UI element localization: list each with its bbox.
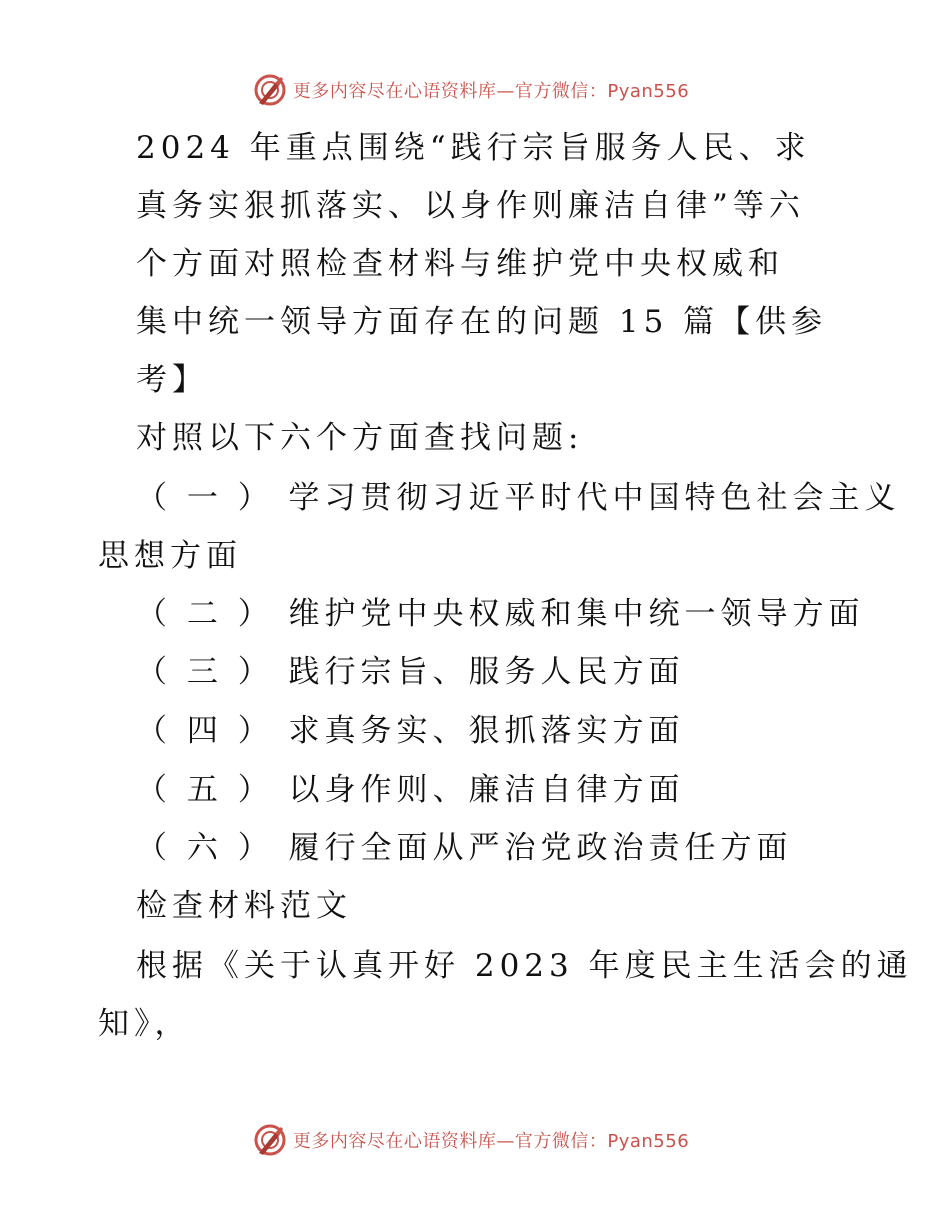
list-item-4: （ 四 ） 求真务实、狠抓落实方面 [136, 713, 685, 749]
list-item-5: （ 五 ） 以身作则、廉洁自律方面 [136, 772, 685, 808]
title-line-5: 考】 [136, 362, 208, 398]
watermark-text: 更多内容尽在心语资料库—官方微信：Pyan556 [292, 1131, 690, 1152]
body-line-1: 根据《关于认真开好 2023 年度民主生活会的通 [136, 948, 913, 984]
header-watermark [0, 70, 950, 110]
footer-watermark [0, 1120, 950, 1160]
body-line-2: 知》， [98, 1006, 191, 1042]
title-line-2: 真务实狠抓落实、以身作则廉洁自律”等六 [136, 188, 805, 224]
list-item-3: （ 三 ） 践行宗旨、服务人民方面 [136, 654, 685, 690]
list-item-6: （ 六 ） 履行全面从严治党政治责任方面 [136, 830, 793, 866]
pen-logo-icon [253, 73, 287, 107]
title-line-3: 个方面对照检查材料与维护党中央权威和 [136, 246, 784, 282]
intro-text: 对照以下六个方面查找问题: [136, 420, 584, 456]
watermark-text: 更多内容尽在心语资料库—官方微信：Pyan556 [292, 81, 690, 102]
list-item-1: （ 一 ） 学习贯彻习近平时代中国特色社会主义 [136, 480, 901, 516]
list-item-2: （ 二 ） 维护党中央权威和集中统一领导方面 [136, 596, 865, 632]
section-heading: 检查材料范文 [136, 888, 352, 924]
title-line-1: 2024 年重点围绕“践行宗旨服务人民、求 [136, 130, 811, 166]
title-line-4: 集中统一领导方面存在的问题 15 篇【供参 [136, 304, 828, 340]
list-item-1-continuation: 思想方面 [98, 538, 242, 574]
pen-logo-icon [253, 1123, 287, 1157]
